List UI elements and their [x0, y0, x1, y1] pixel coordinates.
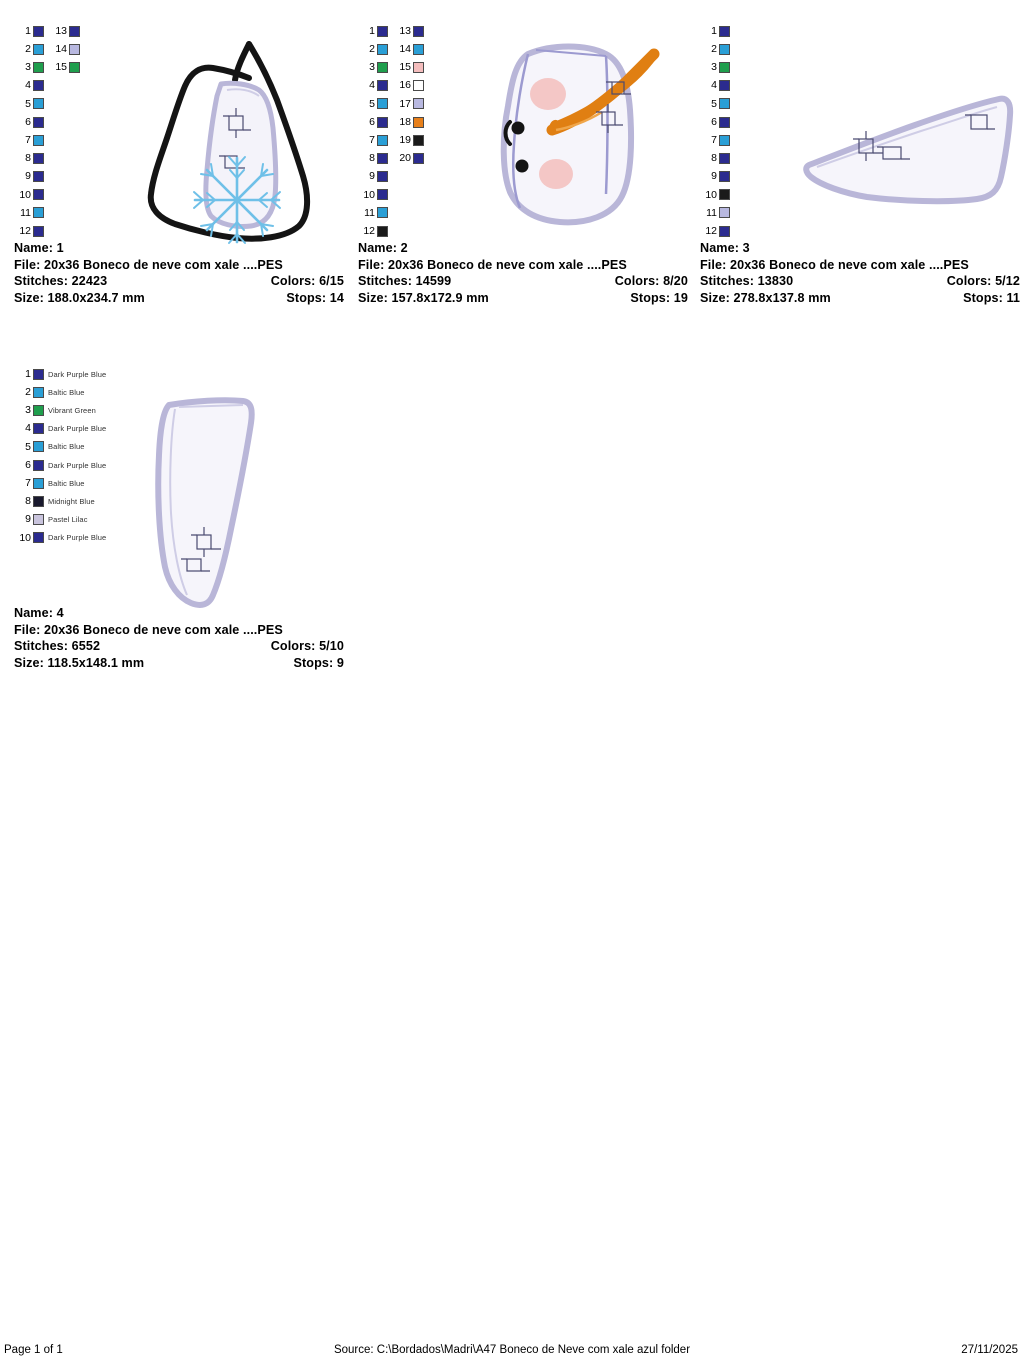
- design-stops: Stops: 11: [963, 290, 1020, 305]
- color-chip: [69, 44, 80, 55]
- color-chip: [377, 117, 388, 128]
- legend-item: [14, 511, 106, 529]
- design-stitches: Stitches: 22423: [14, 274, 108, 289]
- design-size: Size: 278.8x137.8 mm: [700, 290, 831, 305]
- legend-column: [700, 22, 730, 240]
- legend-item: [14, 40, 44, 58]
- legend-index: 1: [25, 367, 31, 380]
- color-chip: [719, 62, 730, 73]
- color-chip: [33, 135, 44, 146]
- legend-index: 4: [369, 79, 375, 92]
- legend-index: 4: [25, 79, 31, 92]
- legend-item: [14, 149, 44, 167]
- legend-index: 7: [25, 133, 31, 146]
- legend-item: [358, 77, 388, 95]
- legend-item: [14, 186, 44, 204]
- color-chip: [33, 171, 44, 182]
- legend-index: 3: [25, 404, 31, 417]
- legend-index: 11: [706, 206, 717, 219]
- legend-item: [358, 40, 388, 58]
- legend-color-name: Vibrant Green: [48, 405, 96, 415]
- legend-item: [394, 113, 424, 131]
- design-file: File: 20x36 Boneco de neve com xale ....PES: [358, 257, 627, 272]
- color-chip: [377, 98, 388, 109]
- color-chip: [377, 80, 388, 91]
- legend-index: 14: [55, 43, 67, 56]
- legend-index: 14: [399, 43, 411, 56]
- legend-item: [358, 222, 388, 240]
- legend-index: 2: [25, 43, 31, 56]
- color-chip: [719, 171, 730, 182]
- legend-index: 3: [25, 61, 31, 74]
- legend-item: [14, 492, 106, 510]
- color-chip: [33, 226, 44, 237]
- color-chip: [69, 62, 80, 73]
- legend-item: [50, 40, 80, 58]
- color-chip: [413, 117, 424, 128]
- legend-item: [14, 474, 106, 492]
- color-chip: [33, 423, 44, 434]
- legend-item: [358, 95, 388, 113]
- embroidery-artwork-4: [139, 383, 349, 623]
- design-info-3: [700, 240, 1020, 306]
- design-info-1: [14, 240, 344, 306]
- legend-index: 5: [25, 440, 31, 453]
- legend-index: 2: [711, 43, 717, 56]
- embroidery-artwork-1: [109, 30, 339, 248]
- legend-item: [14, 168, 44, 186]
- color-chip: [33, 80, 44, 91]
- color-chip: [33, 460, 44, 471]
- legend-index: 9: [369, 170, 375, 183]
- legend-index: 4: [711, 79, 717, 92]
- legend-item: [14, 420, 106, 438]
- color-chip: [33, 496, 44, 507]
- legend-color-name: Dark Purple Blue: [48, 460, 107, 470]
- legend-index: 16: [399, 79, 411, 92]
- color-chip: [719, 44, 730, 55]
- color-legend-1: [14, 22, 80, 240]
- color-chip: [413, 44, 424, 55]
- color-chip: [377, 189, 388, 200]
- legend-index: 5: [369, 97, 375, 110]
- legend-item: [358, 168, 388, 186]
- color-chip: [33, 441, 44, 452]
- color-chip: [719, 189, 730, 200]
- legend-item: [394, 149, 424, 167]
- legend-index: 3: [369, 61, 375, 74]
- color-chip: [719, 153, 730, 164]
- legend-item: [14, 95, 44, 113]
- color-chip: [719, 26, 730, 37]
- legend-item: [14, 365, 106, 383]
- design-name: Name: 1: [14, 241, 64, 255]
- legend-item: [394, 58, 424, 76]
- design-colors: Colors: 8/20: [614, 274, 688, 289]
- color-chip: [377, 153, 388, 164]
- legend-item: [50, 58, 80, 76]
- legend-index: 10: [19, 188, 31, 201]
- legend-index: 10: [19, 531, 31, 544]
- color-chip: [719, 117, 730, 128]
- color-chip: [719, 98, 730, 109]
- page-footer: [0, 1344, 1024, 1360]
- legend-color-name: Dark Purple Blue: [48, 369, 107, 379]
- legend-index: 18: [399, 115, 411, 128]
- color-chip: [33, 153, 44, 164]
- legend-index: 9: [711, 170, 717, 183]
- color-chip: [413, 26, 424, 37]
- design-file: File: 20x36 Boneco de neve com xale ....PES: [14, 257, 283, 272]
- design-preview-1: [14, 22, 344, 240]
- design-stitches: Stitches: 13830: [700, 274, 794, 289]
- legend-item: [700, 58, 730, 76]
- legend-item: [700, 186, 730, 204]
- color-chip: [33, 405, 44, 416]
- legend-column: [358, 22, 388, 240]
- color-chip: [33, 369, 44, 380]
- legend-index: 9: [25, 513, 31, 526]
- legend-color-name: Dark Purple Blue: [48, 533, 107, 543]
- legend-item: [14, 22, 44, 40]
- legend-item: [14, 401, 106, 419]
- legend-item: [50, 22, 80, 40]
- legend-item: [358, 22, 388, 40]
- design-size: Size: 157.8x172.9 mm: [358, 290, 489, 305]
- legend-item: [700, 40, 730, 58]
- color-chip: [719, 226, 730, 237]
- legend-index: 5: [25, 97, 31, 110]
- legend-index: 12: [19, 224, 31, 237]
- legend-item: [700, 131, 730, 149]
- legend-column: [394, 22, 424, 240]
- color-chip: [33, 98, 44, 109]
- color-chip: [377, 26, 388, 37]
- legend-item: [14, 77, 44, 95]
- color-chip: [69, 26, 80, 37]
- legend-item: [14, 222, 44, 240]
- footer-source-path: Source: C:\Bordados\Madri\A47 Boneco de Neve com xale azul folder: [333, 1344, 691, 1356]
- legend-index: 2: [25, 386, 31, 399]
- color-chip: [33, 117, 44, 128]
- design-name: Name: 4: [14, 606, 64, 620]
- legend-item: [358, 113, 388, 131]
- legend-index: 8: [25, 152, 31, 165]
- legend-index: 3: [711, 61, 717, 74]
- legend-column: [50, 22, 80, 240]
- legend-item: [14, 113, 44, 131]
- legend-item: [14, 58, 44, 76]
- legend-index: 1: [711, 24, 717, 37]
- color-chip: [33, 189, 44, 200]
- legend-index: 10: [705, 188, 717, 201]
- color-chip: [33, 26, 44, 37]
- design-preview-4: [14, 365, 344, 605]
- color-chip: [377, 207, 388, 218]
- legend-index: 10: [363, 188, 375, 201]
- color-chip: [33, 207, 44, 218]
- legend-index: 1: [369, 24, 375, 37]
- color-chip: [719, 135, 730, 146]
- color-chip: [377, 171, 388, 182]
- legend-index: 6: [25, 115, 31, 128]
- color-chip: [719, 80, 730, 91]
- legend-index: 7: [369, 133, 375, 146]
- legend-item: [358, 149, 388, 167]
- legend-index: 7: [25, 476, 31, 489]
- legend-color-name: Dark Purple Blue: [48, 424, 107, 434]
- design-colors: Colors: 6/15: [270, 274, 344, 289]
- legend-index: 12: [705, 224, 717, 237]
- design-block-4: [14, 365, 344, 671]
- legend-index: 19: [399, 133, 411, 146]
- design-size: Size: 188.0x234.7 mm: [14, 290, 145, 305]
- design-info-2: [358, 240, 688, 306]
- color-legend-3: [700, 22, 730, 240]
- legend-index: 1: [25, 24, 31, 37]
- legend-color-name: Midnight Blue: [48, 496, 95, 506]
- footer-date: 27/11/2025: [961, 1344, 1018, 1356]
- legend-index: 20: [399, 152, 411, 165]
- color-chip: [377, 135, 388, 146]
- color-chip: [413, 98, 424, 109]
- legend-item: [394, 40, 424, 58]
- legend-color-name: Baltic Blue: [48, 442, 85, 452]
- color-chip: [413, 80, 424, 91]
- color-chip: [33, 478, 44, 489]
- design-file: File: 20x36 Boneco de neve com xale ....PES: [700, 257, 969, 272]
- legend-color-name: Baltic Blue: [48, 478, 85, 488]
- color-chip: [33, 62, 44, 73]
- legend-index: 9: [25, 170, 31, 183]
- legend-index: 6: [711, 115, 717, 128]
- color-chip: [33, 514, 44, 525]
- design-name: Name: 3: [700, 241, 750, 255]
- design-block-3: [700, 22, 1020, 306]
- legend-index: 2: [369, 43, 375, 56]
- legend-item: [358, 204, 388, 222]
- design-block-1: [14, 22, 344, 306]
- legend-item: [700, 204, 730, 222]
- legend-item: [358, 131, 388, 149]
- color-chip: [377, 44, 388, 55]
- embroidery-artwork-3: [795, 77, 1024, 227]
- color-chip: [413, 62, 424, 73]
- legend-item: [700, 168, 730, 186]
- legend-color-name: Pastel Lilac: [48, 515, 88, 525]
- legend-index: 7: [711, 133, 717, 146]
- legend-color-name: Baltic Blue: [48, 387, 85, 397]
- legend-index: 11: [364, 206, 375, 219]
- legend-item: [700, 113, 730, 131]
- legend-item: [700, 95, 730, 113]
- legend-item: [700, 77, 730, 95]
- legend-index: 8: [711, 152, 717, 165]
- legend-index: 13: [399, 24, 411, 37]
- color-chip: [413, 153, 424, 164]
- legend-index: 5: [711, 97, 717, 110]
- legend-item: [394, 22, 424, 40]
- legend-index: 17: [399, 97, 411, 110]
- legend-item: [700, 222, 730, 240]
- legend-item: [358, 58, 388, 76]
- color-chip: [377, 62, 388, 73]
- design-stops: Stops: 19: [630, 290, 688, 305]
- legend-index: 8: [369, 152, 375, 165]
- legend-item: [700, 22, 730, 40]
- legend-item: [358, 186, 388, 204]
- design-colors: Colors: 5/12: [946, 274, 1020, 289]
- legend-item: [700, 149, 730, 167]
- embroidery-artwork-2: [456, 26, 686, 244]
- legend-item: [14, 529, 106, 547]
- legend-item: [14, 383, 106, 401]
- footer-page-number: Page 1 of 1: [4, 1344, 63, 1356]
- legend-column: [14, 22, 44, 240]
- color-legend-2: [358, 22, 424, 240]
- legend-index: 15: [55, 61, 67, 74]
- legend-item: [394, 131, 424, 149]
- legend-index: 6: [369, 115, 375, 128]
- legend-item: [14, 204, 44, 222]
- legend-item: [14, 131, 44, 149]
- design-block-2: [358, 22, 688, 306]
- design-stops: Stops: 9: [293, 655, 344, 670]
- legend-column: [14, 365, 106, 547]
- design-name: Name: 2: [358, 241, 408, 255]
- legend-index: 13: [55, 24, 67, 37]
- design-colors: Colors: 5/10: [270, 639, 344, 654]
- legend-item: [394, 95, 424, 113]
- legend-index: 11: [20, 206, 31, 219]
- legend-index: 6: [25, 458, 31, 471]
- legend-index: 8: [25, 495, 31, 508]
- color-chip: [33, 44, 44, 55]
- color-chip: [377, 226, 388, 237]
- legend-index: 15: [399, 61, 411, 74]
- design-stops: Stops: 14: [286, 290, 344, 305]
- design-preview-2: [358, 22, 688, 240]
- color-legend-4: [14, 365, 106, 547]
- design-file: File: 20x36 Boneco de neve com xale ....PES: [14, 622, 283, 637]
- design-preview-3: [700, 22, 1020, 240]
- design-size: Size: 118.5x148.1 mm: [14, 655, 145, 670]
- color-chip: [413, 135, 424, 146]
- color-chip: [719, 207, 730, 218]
- legend-item: [14, 438, 106, 456]
- color-chip: [33, 387, 44, 398]
- color-chip: [33, 532, 44, 543]
- legend-item: [14, 456, 106, 474]
- design-stitches: Stitches: 6552: [14, 639, 101, 654]
- design-stitches: Stitches: 14599: [358, 274, 452, 289]
- legend-index: 12: [363, 224, 375, 237]
- legend-index: 4: [25, 422, 31, 435]
- legend-item: [394, 77, 424, 95]
